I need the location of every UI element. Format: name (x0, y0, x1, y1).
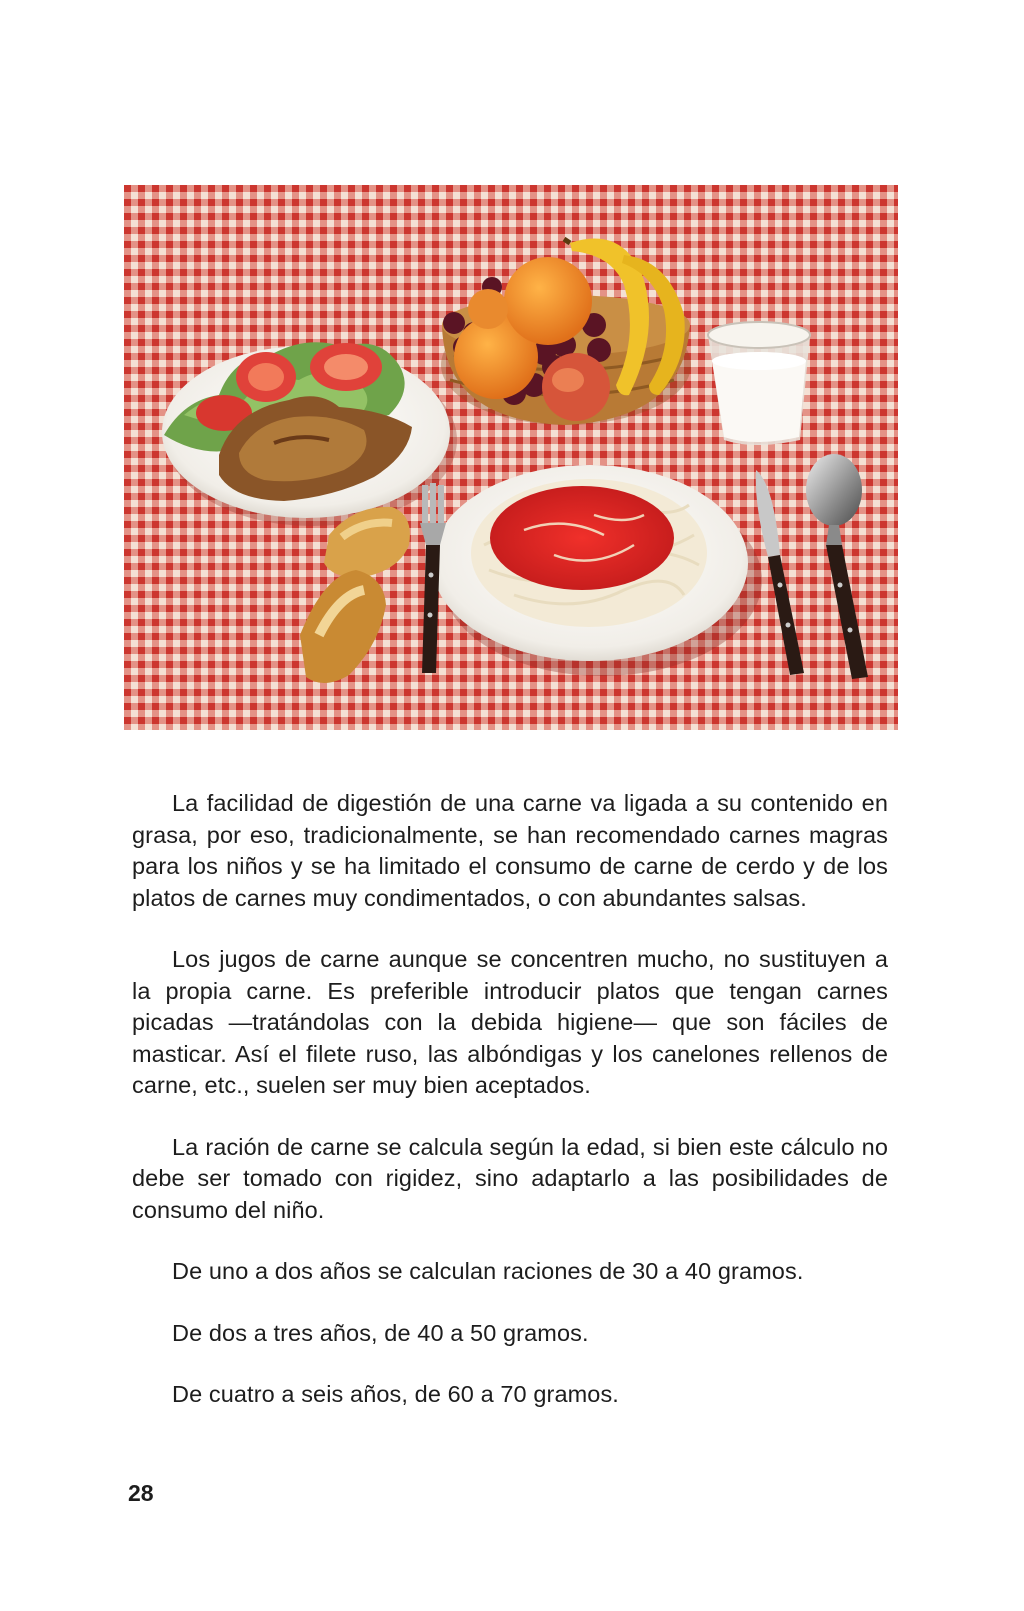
paragraph-age-1-2: De uno a dos años se calculan raciones de 30 a 40 gramos. (172, 1258, 804, 1284)
paragraph-racion: La ración de carne se calcula según la edad, si bien este cálculo no debe ser tomado con rigidez, sino adaptarlo a las posibilidades de consumo del niño. (132, 1133, 888, 1223)
paragraph-age-2-3: De dos a tres años, de 40 a 50 gramos. (172, 1319, 589, 1346)
meal-illustration (124, 185, 898, 730)
paragraph-age-4-6: De cuatro a seis años, de 60 a 70 gramos. (172, 1381, 619, 1407)
page-number: 28 (128, 1480, 154, 1506)
milk-glass (708, 322, 810, 445)
body-text (132, 788, 888, 1411)
paragraph-jugos: Los jugos de carne aunque se concentren mucho, no sustituyen a la propia carne. Es preferible introducir platos que tengan carnes picadas —tratándolas con la debida higiene— que son fáciles de masticar. Así el filete ruso, las albóndigas y los canelones rellenos de carne, etc., suelen ser muy bien aceptados. (132, 946, 888, 1098)
meal-photo (124, 185, 898, 730)
paragraph-digestion: La facilidad de digestión de una carne va ligada a su contenido en grasa, por eso, tradicionalmente, se han recomendado carnes magras para los niños y se ha limitado el consumo de carne de cerdo y de los platos de carnes muy condimentados, o con abundantes salsas. (132, 790, 888, 911)
